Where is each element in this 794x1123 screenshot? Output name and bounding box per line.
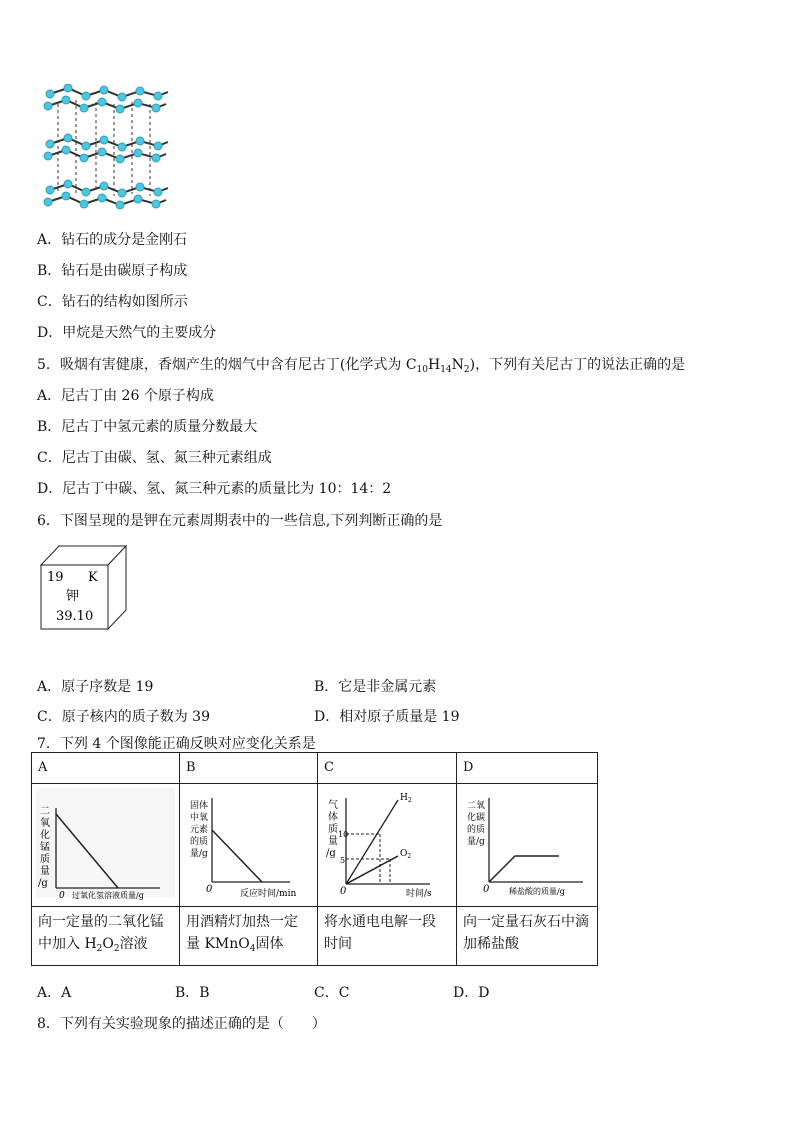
q7-graph-d <box>457 784 598 907</box>
svg-text:固体: 固体 <box>190 801 209 811</box>
svg-text:量/g: 量/g <box>467 837 485 847</box>
q5-option-b: B．尼古丁中氢元素的质量分数最大 <box>37 419 258 435</box>
svg-text:元素: 元素 <box>190 825 209 835</box>
q7-caption-b: 用酒精灯加热一定 量 KMnO$_4$固体 <box>180 907 318 966</box>
q7-option-d: D．D <box>453 985 490 1001</box>
q4-option-b: B．钻石是由碳原子构成 <box>37 263 188 279</box>
svg-text:量: 量 <box>40 866 50 877</box>
svg-text:0: 0 <box>483 884 490 895</box>
svg-text:的质: 的质 <box>467 825 486 835</box>
q7-graph-a <box>32 784 180 907</box>
svg-text:/g: /g <box>326 848 336 859</box>
svg-text:稀盐酸的质量/g: 稀盐酸的质量/g <box>509 887 565 896</box>
q7-header-b: B <box>180 753 318 784</box>
q4-option-c: C．钻石的结构如图所示 <box>37 294 188 310</box>
svg-text:0: 0 <box>59 891 65 901</box>
element-tile <box>38 543 130 631</box>
graph-c-h2-label: $H_2$ <box>400 793 412 804</box>
graph-d-svg <box>457 784 597 902</box>
svg-text:时间/s: 时间/s <box>406 889 432 899</box>
svg-text:二: 二 <box>40 806 50 817</box>
q4-option-a: A．钻石的成分是金刚石 <box>37 232 188 248</box>
svg-text:二氧: 二氧 <box>467 801 486 811</box>
crystal-structure-figure <box>40 84 175 210</box>
q7-graph-b <box>180 784 318 907</box>
q8-stem: 8．下列有关实验现象的描述正确的是（ ） <box>37 1016 326 1032</box>
element-name: 钾 <box>66 589 80 604</box>
graph-d-line <box>489 856 559 882</box>
graph-a-svg <box>32 784 179 902</box>
element-number: 19 <box>47 570 64 585</box>
graph-b-line <box>212 830 262 882</box>
svg-text:0: 0 <box>340 886 347 897</box>
svg-text:量/g: 量/g <box>190 849 208 859</box>
q6-option-b: B．它是非金属元素 <box>314 679 437 695</box>
element-mass: 39.10 <box>56 609 94 624</box>
q7-caption-a: 向一定量的二氧化锰 中加入 $H_2O_2$溶液 <box>32 907 180 966</box>
q7-graph-c <box>318 784 457 907</box>
svg-text:质: 质 <box>40 854 50 865</box>
graph-c-o2-label: $O_2$ <box>400 849 412 860</box>
q6-option-c: C．原子核内的质子数为 39 <box>37 709 210 725</box>
svg-text:中氧: 中氧 <box>190 813 209 823</box>
svg-text:过氧化氢溶液质量/g: 过氧化氢溶液质量/g <box>72 891 144 900</box>
svg-text:体: 体 <box>328 812 338 823</box>
q6-stem: 6．下图呈现的是钾在元素周期表中的一些信息,下列判断正确的是 <box>37 513 443 529</box>
q7-caption-c: 将水通电电解一段 时间 <box>318 907 457 966</box>
q5-option-a: A．尼古丁由 26 个原子构成 <box>37 388 214 404</box>
svg-text:气: 气 <box>328 800 338 811</box>
q7-option-b: B．B <box>175 985 210 1001</box>
q6-option-d: D．相对原子质量是 19 <box>314 709 460 725</box>
svg-text:化: 化 <box>40 830 50 841</box>
q7-header-d: D <box>457 753 598 784</box>
q7-table <box>31 752 598 966</box>
svg-text:量: 量 <box>328 836 338 847</box>
svg-text:0: 0 <box>206 884 213 895</box>
graph-c-svg <box>318 784 456 902</box>
q5-option-c: C．尼古丁由碳、氢、氮三种元素组成 <box>37 450 272 466</box>
svg-text:质: 质 <box>328 824 338 835</box>
svg-text:锰: 锰 <box>40 842 50 853</box>
q6-option-a: A．原子序数是 19 <box>37 679 154 695</box>
q4-option-d: D．甲烷是天然气的主要成分 <box>37 325 217 341</box>
q7-header-c: C <box>318 753 457 784</box>
svg-text:5: 5 <box>340 856 346 865</box>
q7-header-a: A <box>32 753 180 784</box>
graph-b-svg <box>180 784 317 902</box>
q7-caption-d: 向一定量石灰石中滴 加稀盐酸 <box>457 907 598 966</box>
svg-text:反应时间/min: 反应时间/min <box>240 889 297 899</box>
svg-text:/g: /g <box>38 878 48 889</box>
svg-text:的质: 的质 <box>190 837 209 847</box>
element-symbol: K <box>88 570 98 585</box>
q7-stem: 7．下列 4 个图像能正确反映对应变化关系是 <box>37 736 316 752</box>
q5-stem: 5．吸烟有害健康，香烟产生的烟气中含有尼古丁(化学式为 $C_{10}H_{14}N_2$)，下列有关尼古丁的说法正确的是 <box>37 357 686 375</box>
svg-text:化碳: 化碳 <box>467 813 486 823</box>
q5-option-d: D．尼古丁中碳、氢、氮三种元素的质量比为 10：14：2 <box>37 481 392 497</box>
q7-option-c: C．C <box>314 985 350 1001</box>
svg-text:氧: 氧 <box>40 818 50 829</box>
q7-option-a: A．A <box>37 985 72 1001</box>
svg-text:10: 10 <box>338 830 349 839</box>
